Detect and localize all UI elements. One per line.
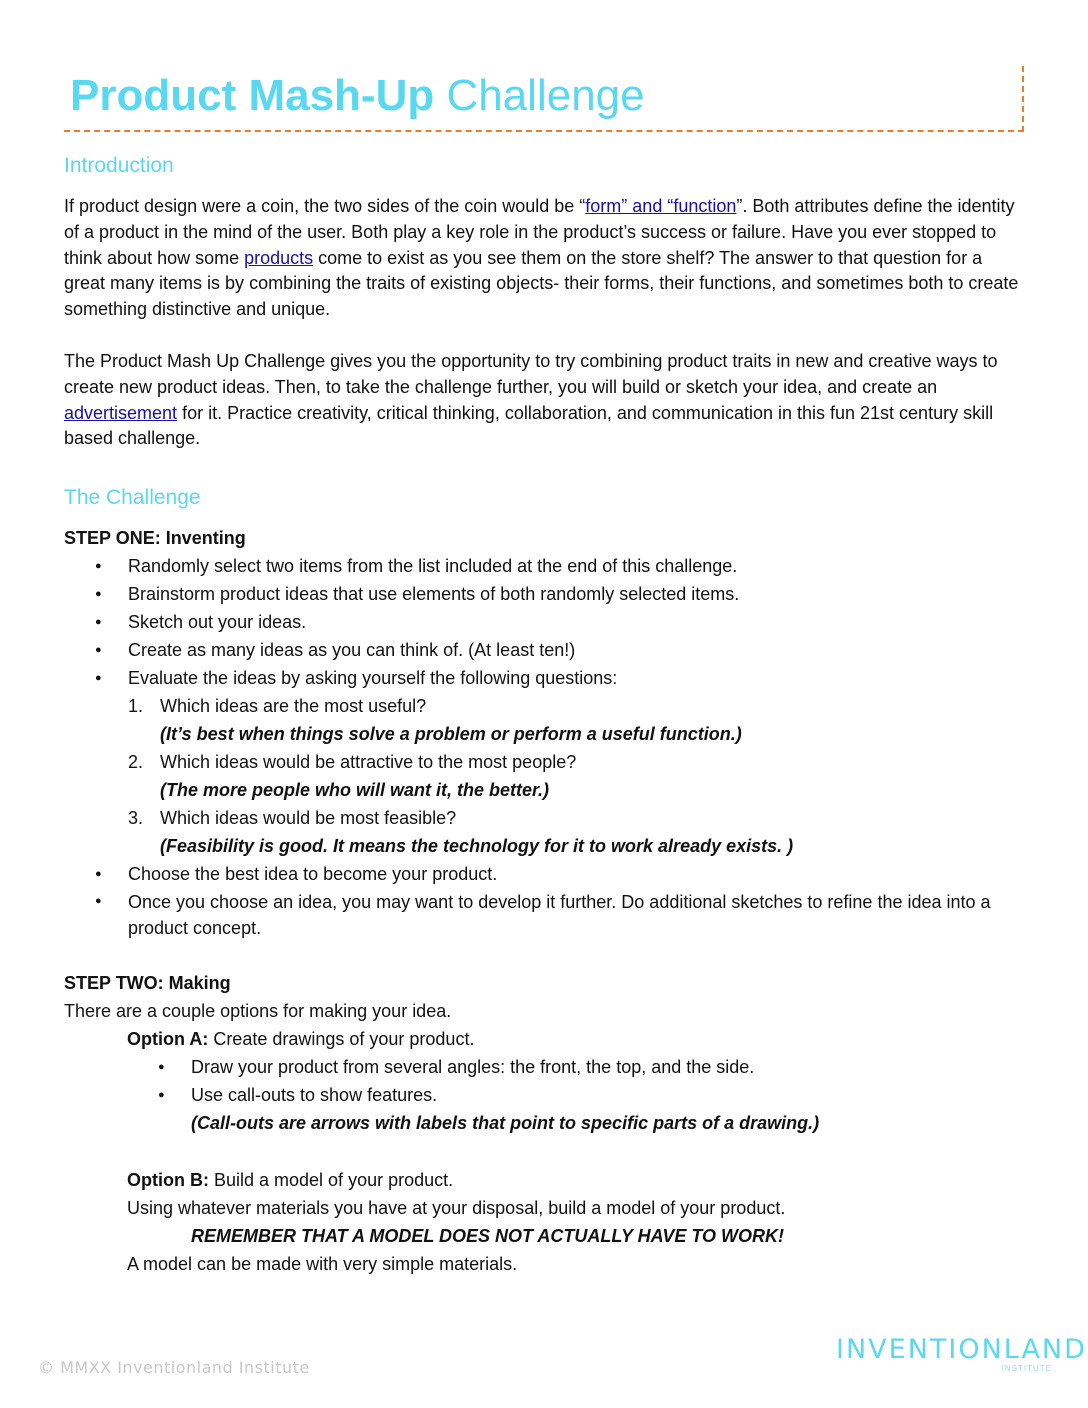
option-b-line: Using whatever materials you have at your disposal, build a model of your product. <box>127 1198 786 1219</box>
step-one-list-continued <box>64 860 1024 941</box>
question-text: Which ideas are the most useful? <box>160 696 427 717</box>
page-title <box>70 70 645 122</box>
option-a-label: Option A: <box>127 1029 209 1050</box>
question-note: (It’s best when things solve a problem or perform a useful function.) <box>160 724 742 745</box>
option-b-note: REMEMBER THAT A MODEL DOES NOT ACTUALLY HAVE TO WORK! <box>191 1226 784 1247</box>
option-b <box>64 1166 1024 1194</box>
question-number: 3. <box>128 808 144 829</box>
intro-paragraph-2 <box>64 349 1024 452</box>
logo-subtext: INSTITUTE <box>1001 1364 1052 1373</box>
question-text: Which ideas would be most feasible? <box>160 808 457 829</box>
option-a-note: (Call-outs are arrows with labels that point to specific parts of a drawing.) <box>191 1113 820 1134</box>
intro-text: come to exist as you see them on the store shelf? The answer to that question for a great many items is by combining the traits of existing objects- their forms, their functions, and sometimes both to create something distinctive and unique. <box>64 247 1019 320</box>
advertisement-link[interactable]: advertisement <box>64 402 178 423</box>
step-two-intro: There are a couple options for making your idea. <box>64 1001 452 1022</box>
option-a-list <box>64 1053 1024 1109</box>
document-content <box>64 152 1024 1278</box>
question-note: (Feasibility is good. It means the technology for it to work already exists. ) <box>160 836 794 857</box>
logo-text: INVENTIONLAND <box>836 1334 1087 1365</box>
intro-text: If product design were a coin, the two sides of the coin would be “ <box>64 196 586 216</box>
intro-text: ”. Both attributes define the identity of a product in the mind of the user. Both play a key role in the product’s success or failure. Have you ever stopped to think about how some <box>64 196 1015 268</box>
list-item: ● Randomly select two items from the list included at the end of this challenge. <box>64 552 1024 580</box>
form-function-link[interactable]: form” and “function <box>585 196 737 216</box>
title-regular: Challenge <box>446 71 645 120</box>
option-a-text: Create drawings of your product. <box>208 1029 475 1050</box>
list-item: ● Evaluate the ideas by asking yourself the following questions: <box>64 664 1024 692</box>
step-one-title: STEP ONE: Inventing <box>64 528 246 549</box>
option-b-text: Build a model of your product. <box>208 1170 454 1191</box>
intro-text: for it. Practice creativity, critical thinking, collaboration, and communication in this fun 21st century skill based challenge. <box>64 402 994 449</box>
introduction-heading: Introduction <box>64 154 174 177</box>
list-item: ● Use call-outs to show features. <box>64 1081 1024 1109</box>
question-item <box>64 748 1024 804</box>
question-item <box>64 692 1024 748</box>
question-text: Which ideas would be attractive to the most people? <box>160 752 577 773</box>
list-item: ● Once you choose an idea, you may want to develop it further. Do additional sketches to refine the idea into a product concept. <box>64 888 1024 941</box>
list-item: ● Choose the best idea to become your product. <box>64 860 1024 888</box>
option-b-label: Option B: <box>127 1170 209 1191</box>
list-item: ● Brainstorm product ideas that use elements of both randomly selected items. <box>64 580 1024 608</box>
option-a <box>64 1025 1024 1053</box>
question-number: 1. <box>128 696 144 717</box>
question-note: (The more people who will want it, the better.) <box>160 780 550 801</box>
option-b-last: A model can be made with very simple materials. <box>127 1254 518 1275</box>
list-item: ● Sketch out your ideas. <box>64 608 1024 636</box>
list-item: ● Create as many ideas as you can think of. (At least ten!) <box>64 636 1024 664</box>
step-two-title: STEP TWO: Making <box>64 973 231 994</box>
products-link[interactable]: products <box>244 247 314 268</box>
question-item <box>64 804 1024 860</box>
title-frame <box>64 66 1024 132</box>
evaluation-questions <box>64 692 1024 860</box>
intro-paragraph-1 <box>64 194 1024 323</box>
title-bold: Product Mash-Up <box>70 71 435 120</box>
intro-text: The Product Mash Up Challenge gives you the opportunity to try combining product traits in new and creative ways to create new product ideas. Then, to take the challenge further, you will build or sketch your idea, and create an <box>64 350 998 397</box>
inventionland-logo <box>836 1334 1087 1378</box>
list-item: ● Draw your product from several angles: the front, the top, and the side. <box>64 1053 1024 1081</box>
question-number: 2. <box>128 752 144 773</box>
copyright-text: © MMXX Inventionland Institute <box>38 1358 310 1377</box>
challenge-heading: The Challenge <box>64 486 201 510</box>
step-one-list <box>64 552 1024 692</box>
